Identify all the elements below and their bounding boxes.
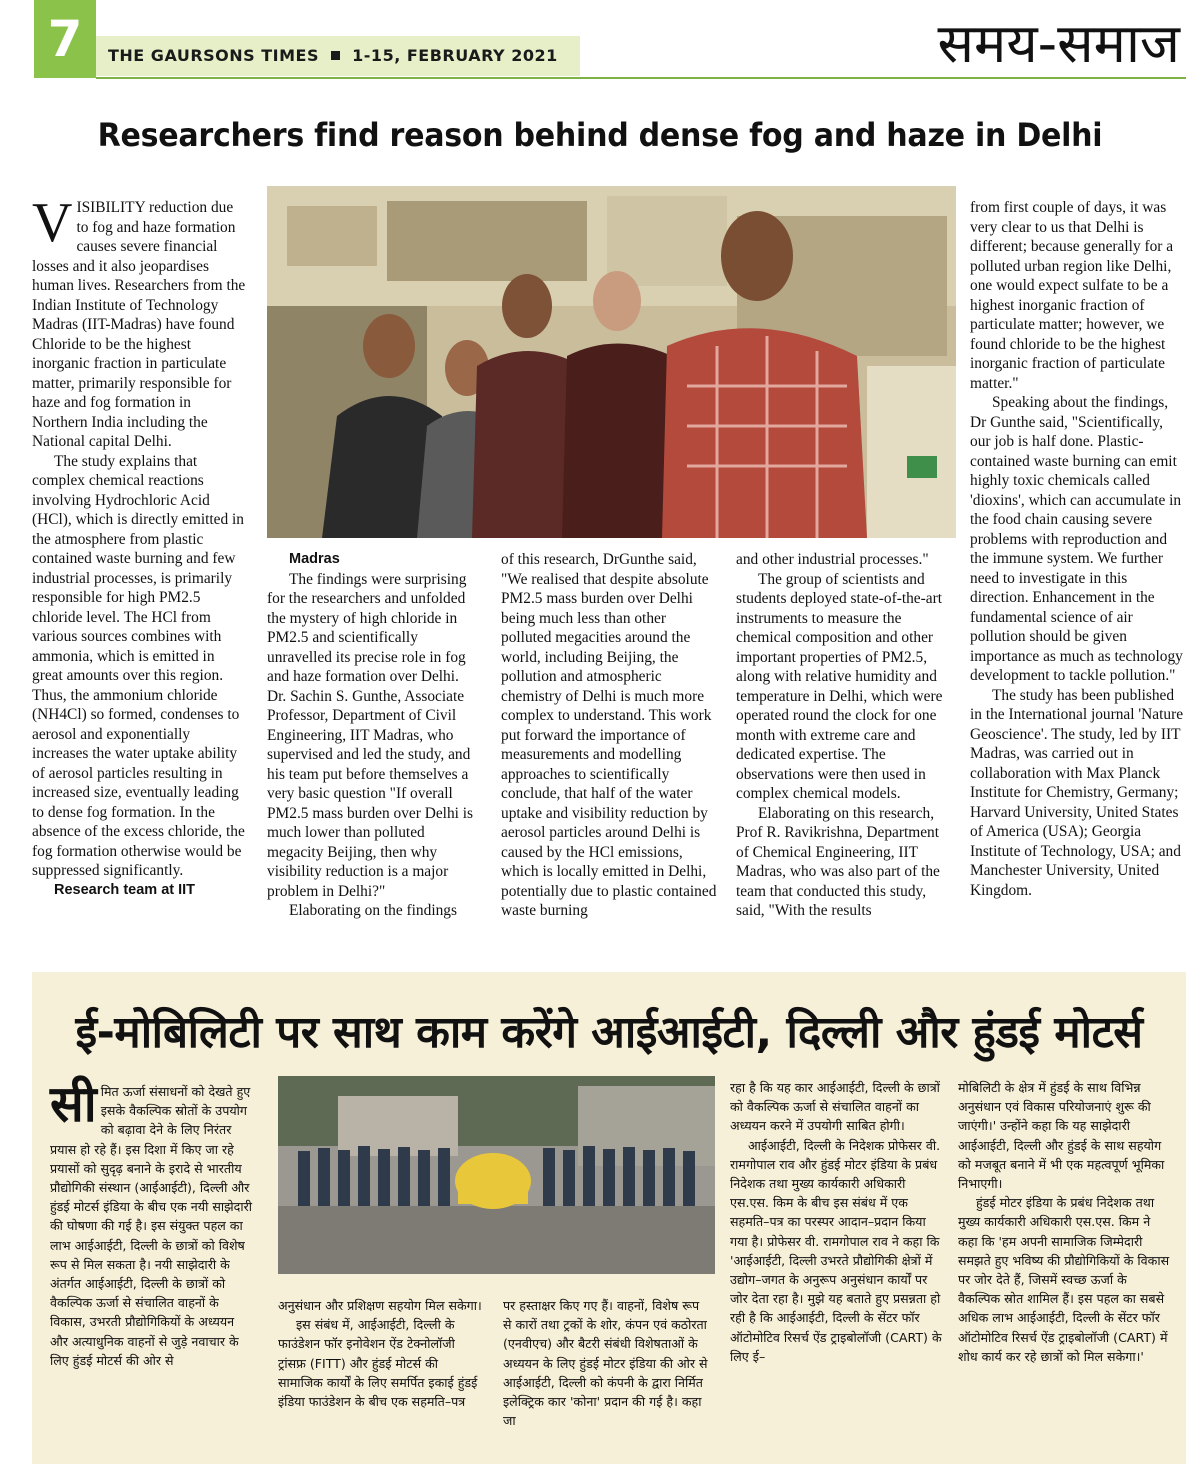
mou-group-photo-illustration <box>278 1076 715 1274</box>
masthead-bar <box>96 36 580 76</box>
story2-col4-para-1: रहा है कि यह कार आईआईटी, दिल्ली के छात्रों को वैकल्पिक ऊर्जा से संचालित वाहनों का अध्ययन करने में उपयोगी साबित होगी। <box>730 1080 940 1134</box>
research-team-photo <box>267 186 956 538</box>
dropcap: सी <box>50 1075 97 1133</box>
story2-col1-text: मित ऊर्जा संसाधनों को देखते हुए इसके वैकल्पिक स्रोतों के उपयोग को बढ़ावा देने के लिए निरंतर प्रयास हो रहे हैं। इस दिशा में किए जा रहे प्रयासों को सुदृढ़ बनाने के इरादे से भारतीय प्रौद्योगिकी संस्थान (आईआईटी), दिल्ली और हुंडई मोटर्स इंडिया के बीच एक नयी साझेदारी की घोषणा की गई है। इस संयुक्त पहल का लाभ आईआईटी, दिल्ली के छात्रों को विशेष रूप से मिल सकता है। नयी साझेदारी के अंतर्गत आईआईटी, दिल्ली के छात्रों को वैकल्पिक ऊर्जा से संचालित वाहनों के विकास, उभरती प्रौद्योगिकियों के अध्ययन और अत्याधुनिक वाहनों से जुड़े नवाचार के लिए हुंडई मोटर्स की ओर से <box>50 1084 253 1368</box>
story2-column-5 <box>958 1078 1170 1366</box>
story1-col4-para-2: The group of scientists and students deployed state-of-the-art instruments to measure the chemical composition and other important properties of PM2.5, along with relative humidity and temperature in Delhi, which were operated round the clock for one month with extreme care and dedicated expertise. The observations were then used in complex chemical models. <box>736 570 943 802</box>
story2-col2-para-1: अनुसंधान और प्रशिक्षण सहयोग मिल सकेगा। <box>278 1298 482 1313</box>
research-team-photo-illustration <box>267 186 956 538</box>
story1-col5-para-1: from first couple of days, it was very clear to us that Delhi is different; because generally for a polluted urban region like Delhi, one would expect sulfate to be a highest inorganic fraction of particulate matter; however, we found chloride to be the highest inorganic fraction of particulate matter." <box>970 199 1174 392</box>
dropcap: V <box>32 192 73 254</box>
story1-col3-para-1: of this research, DrGunthe said, "We realised that despite absolute PM2.5 mass burden over Delhi being much less than other polluted megacities around the world, including Beijing, the pollution and atmospheric chemistry of Delhi is much more complex to understand. This work put forward the importance of measurements and modelling approaches to scientifically conclude, that half of the water uptake and visibility reduction by aerosol particles around Delhi is caused by the HCl emissions, which is locally emitted in Delhi, potentially due to plastic contained waste burning <box>501 551 717 919</box>
story1-col1-para-2: The study explains that complex chemical reactions involving Hydrochloric Acid (HCl), which is directly emitted in the atmosphere from plastic contained waste burning and few industrial processes, is primarily responsible for high PM2.5 chloride level. The HCl from various sources combines with ammonia, which is emitted in great amounts over this region. Thus, the ammonium chloride (NH4Cl) so formed, condenses to aerosol and exponentially increases the water uptake ability of aerosol particles resulting in increased size, eventually leading to dense fog formation. In the absence of the excess chloride, the fog formation otherwise would be suppressed significantly. <box>32 452 245 879</box>
story1-col1-para-1 <box>32 192 248 452</box>
story2-col4-para-2: आईआईटी, दिल्ली के निदेशक प्रोफेसर वी. रामगोपाल राव और हुंडई मोटर इंडिया के प्रबंध निदेशक तथा मुख्य कार्यकारी अधिकारी एस.एस. किम के बीच इस संबंध में एक सहमति–पत्र का परस्पर आदान–प्रदान किया गया है। प्रोफेसर वी. रामगोपाल राव ने कहा कि 'आईआईटी, दिल्ली उभरते प्रौद्योगिकी क्षेत्रों में उद्योग–जगत के अनुरूप अनुसंधान कार्यों पर जोर देता रहा है। मुझे यह बताते हुए प्रसन्नता हो रही है कि आईआईटी, दिल्ली के सेंटर फॉर ऑटोमोटिव रिसर्च ऐंड ट्राइबोलॉजी (CART) के लिए ई– <box>730 1137 942 1364</box>
story2-column-4 <box>730 1078 942 1366</box>
story1-column-4 <box>736 550 952 921</box>
story1-col4-para-3: Elaborating on this research, Prof R. Ravikrishna, Department of Chemical Engineering, IIT Madras, who was also part of the team that conducted this study, said, "With the results <box>736 804 940 919</box>
story2-column-1 <box>50 1075 256 1370</box>
story1-headline: Researchers find reason behind dense fog and haze in Delhi <box>97 116 1103 154</box>
story2-col5-para-1: मोबिलिटी के क्षेत्र में हुंडई के साथ विभिन्न अनुसंधान एवं विकास परियोजनाएं शुरू की जाएंगी।' उन्होंने कहा कि यह साझेदारी आईआईटी, दिल्ली और हुंडई के साथ सहयोग को मजबूत बनाने में भी एक महत्वपूर्ण भूमिका निभाएगी। <box>958 1080 1165 1192</box>
section-title: समय-समाज <box>937 12 1180 75</box>
story2-headline: ई-मोबिलिटी पर साथ काम करेंगे आईआईटी, दिल्ली और हुंडई मोटर्स <box>75 1007 1143 1058</box>
square-bullet-icon <box>331 51 340 60</box>
story1-col2-para-1: The findings were surprising for the researchers and unfolded the mystery of high chloride in PM2.5 and scientifically unravelled its precise role in fog and haze formation over Delhi. Dr. Sachin S. Gunthe, Associate Professor, Department of Civil Engineering, IIT Madras, who supervised and led the study, and his team put before themselves a very basic question "If overall PM2.5 mass burden over Delhi is much lower than polluted megacity Beijing, then why visibility reduction is a major problem in Delhi?" <box>267 570 474 900</box>
story2-column-3 <box>503 1296 709 1430</box>
mou-group-photo <box>278 1076 715 1274</box>
story1-col5-para-3: The study has been published in the International journal 'Nature Geoscience'. The study, led by IIT Madras, was carried out in collaboration with Max Planck Institute for Chemistry, Germany; Harvard University, United States of America (USA); Georgia Institute of Technology, USA; and Manchester University, United Kingdom. <box>970 686 1184 899</box>
story1-col2-para-2: Elaborating on the findings <box>289 902 457 919</box>
story2-col1-para-1 <box>50 1075 256 1370</box>
story1-col5-para-2: Speaking about the findings, Dr Gunthe said, "Scientifically, our job is half done. Plastic-contained waste burning can emit highly toxic chemicals called 'dioxins', which can accumulate in the food chain causing severe problems with reproduction and the immune system. We further need to investigate in this direction. Enhancement in the fundamental science of air pollution should be given importance as much as technology development to tackle pollution." <box>970 394 1183 684</box>
publication-name: THE GAURSONS TIMES <box>108 46 319 65</box>
story2-col5-para-2: हुंडई मोटर इंडिया के प्रबंध निदेशक तथा मुख्य कार्यकारी अधिकारी एस.एस. किम ने कहा कि 'हम अपनी सामाजिक जिम्मेदारी समझते हुए भविष्य की प्रौद्योगिकियों के विकास पर जोर देते हैं, जिसमें स्वच्छ ऊर्जा के वैकल्पिक स्रोत शामिल हैं। इस पहल का सबसे अधिक लाभ आईआईटी, दिल्ली के सेंटर फॉर ऑटोमोटिव रिसर्च ऐंड ट्राइबोलॉजी (CART) में शोध कार्य कर रहे छात्रों को मिल सकेगा।' <box>958 1195 1170 1364</box>
story2-col2-para-2: इस संबंध में, आईआईटी, दिल्ली के फाउंडेशन फॉर इनोवेशन ऐंड टेक्नोलॉजी ट्रांसफ्र (FITT) और हुंडई मोटर्स की सामाजिक कार्यों के लिए समर्पित इकाई हुंडई इंडिया फाउंडेशन के बीच एक सहमति–पत्र <box>278 1317 478 1410</box>
story1-column-1 <box>32 192 248 900</box>
story1-col1-text: ISIBILITY reduction due to fog and haze formation causes severe financial losses and it also jeopardises human lives. Researchers from the Indian Institute of Technology Madras (IIT-Madras) have found Chloride to be the highest inorganic fraction in particulate matter, primarily responsible for haze and fog formation in Northern India including the National capital Delhi. <box>32 199 246 450</box>
page-number: 7 <box>34 0 96 78</box>
story1-column-5 <box>970 198 1186 900</box>
issue-date: 1-15, FEBRUARY 2021 <box>352 46 558 65</box>
story1-column-3 <box>501 550 717 921</box>
story1-column-2 <box>267 550 481 921</box>
header-rule <box>96 77 1186 79</box>
photo-caption: Research team at IIT <box>54 881 196 898</box>
story2-column-2 <box>278 1296 484 1411</box>
story2-col3-para-1: पर हस्ताक्षर किए गए हैं। वाहनों, विशेष रूप से कारों तथा ट्रकों के शोर, कंपन एवं कठोरता (एनवीएच) और बैटरी संबंधी विशेषताओं के अध्ययन के लिए हुंडई मोटर इंडिया की ओर से आईआईटी, दिल्ली को कंपनी के द्वारा निर्मित इलेक्ट्रिक कार 'कोना' प्रदान की गई है। कहा जा <box>503 1298 708 1429</box>
photo-caption-continued: Madras <box>289 551 340 567</box>
story1-col4-para-1: and other industrial processes." <box>736 551 929 568</box>
